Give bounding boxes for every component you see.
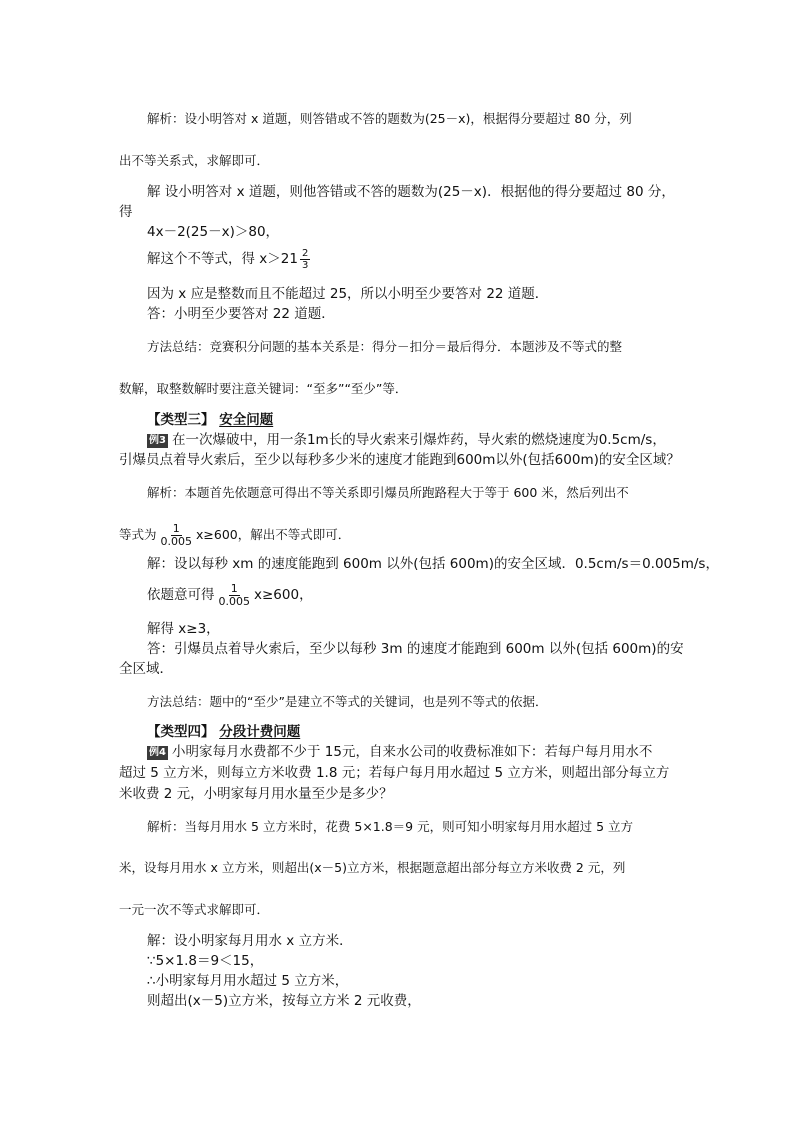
ex2-fraction-numerator: 2	[301, 247, 309, 259]
ex3-solution-line-3: 解得 x≥3，	[147, 621, 220, 637]
type4-heading	[147, 723, 300, 741]
type3-bracket: 【类型三】	[147, 412, 215, 428]
ex3-solution-line-1: 解：设以每秒 xm 的速度能跑到 600m 以外(包括 600m)的安全区域．0.5cm/s＝0.005m/s，	[147, 556, 719, 572]
ex2-answer: 答：小明至少要答对 22 道题．	[147, 306, 335, 322]
ex2-solution-line-5: 因为 x 应是整数而且不能超过 25，所以小明至少要答对 22 道题．	[147, 286, 549, 302]
ex3-analysis-post: x≥600，解出不等式即可．	[196, 527, 351, 542]
ex4-solution-line-4: 则超出(x－5)立方米，按每立方米 2 元收费，	[147, 993, 421, 1009]
ex4-analysis-line-3: 一元一次不等式求解即可．	[119, 902, 270, 917]
ex3-solution-line-2	[147, 580, 313, 610]
ex2-fraction-denominator: 3	[301, 259, 309, 271]
type3-heading	[147, 411, 273, 429]
ex2-mixed-fraction	[300, 248, 310, 271]
ex3-question-line-1	[147, 431, 666, 449]
ex2-solution-line-2: 得	[119, 204, 133, 220]
type4-bracket: 【类型四】	[147, 724, 215, 740]
ex4-analysis-line-1: 解析：当每月用水 5 立方米时，花费 5×1.8＝9 元，则可知小明家每月用水超过 5 立方	[147, 819, 634, 834]
ex4-badge: 例4	[149, 747, 166, 758]
ex3-analysis-line-2	[119, 520, 350, 550]
ex3-solution-fraction-numerator: 1	[230, 581, 238, 595]
ex3-analysis-line-1: 解析：本题首先依题意可得出不等关系即引爆员所跑路程大于等于 600 米，然后列出不	[147, 485, 629, 500]
ex2-inequality: 4x－2(25－x)＞80，	[147, 224, 280, 240]
ex3-solution-fraction	[217, 583, 253, 608]
ex3-question-line-2: 引爆员点着导火索后，至少以每秒多少米的速度才能跑到600m以外(包括600m)的安全区域？	[119, 452, 680, 468]
ex3-solution-post: x≥600，	[254, 587, 313, 603]
ex3-answer-line-2: 全区域．	[119, 661, 173, 677]
ex4-question-text-1: 小明家每月水费都不少于 15元，自来水公司的收费标准如下：若每户每月用水不	[171, 744, 653, 760]
ex4-analysis-line-2: 米，设每月用水 x 立方米，则超出(x－5)立方米，根据题意超出部分每立方米收费 2 元，列	[119, 860, 626, 875]
ex4-question-line-3: 米收费 2 元，小明家每月用水量至少是多少？	[119, 786, 393, 802]
ex3-badge: 例3	[149, 435, 166, 446]
ex2-summary-line-1: 方法总结：竞赛积分问题的基本关系是：得分－扣分＝最后得分．本题涉及不等式的整	[147, 339, 623, 354]
ex3-analysis-fraction-numerator: 1	[172, 522, 180, 535]
ex2-analysis-line-1: 解析：设小明答对 x 道题，则答错或不答的题数为(25－x)，根据得分要超过 80 分，列	[147, 111, 632, 126]
ex2-solution-line-4	[147, 247, 312, 271]
ex3-analysis-fraction	[159, 523, 195, 548]
ex4-solution-line-2: ∵5×1.8＝9＜15，	[147, 953, 264, 969]
ex3-summary: 方法总结：题中的“至少”是建立不等式的关键词，也是列不等式的依据．	[147, 694, 548, 709]
ex2-result-text: 解这个不等式，得 x＞21	[147, 251, 298, 267]
ex3-solution-pre: 依题意可得	[147, 587, 215, 603]
ex2-analysis-line-2: 出不等关系式，求解即可．	[119, 153, 270, 168]
ex4-solution-line-3: ∴小明家每月用水超过 5 立方米，	[147, 973, 349, 989]
ex2-summary-line-2: 数解，取整数解时要注意关键词：“至多”“至少”等．	[119, 381, 408, 396]
ex3-analysis-fraction-denominator: 0.005	[160, 535, 193, 548]
ex3-answer-line-1: 答：引爆员点着导火索后，至少以每秒 3m 的速度才能跑到 600m 以外(包括 600m)的安	[147, 641, 684, 657]
type3-label: 安全问题	[219, 412, 274, 428]
ex3-question-text-1: 在一次爆破中，用一条1m长的导火索来引爆炸药，导火索的燃烧速度为0.5cm/s，	[171, 432, 666, 448]
ex4-solution-line-1: 解：设小明家每月用水 x 立方米．	[147, 933, 353, 949]
ex3-analysis-pre: 等式为	[119, 527, 157, 542]
ex2-solution-line-1: 解 设小明答对 x 道题，则他答错或不答的题数为(25－x)．根据他的得分要超过 80 分，	[147, 184, 675, 200]
ex4-question-line-2: 超过 5 立方米，则每立方米收费 1.8 元；若每户每月用水超过 5 立方米，则超出部分每立方	[119, 765, 670, 781]
type4-label: 分段计费问题	[219, 724, 301, 740]
ex4-question-line-1	[147, 743, 652, 761]
ex3-solution-fraction-denominator: 0.005	[218, 594, 250, 608]
